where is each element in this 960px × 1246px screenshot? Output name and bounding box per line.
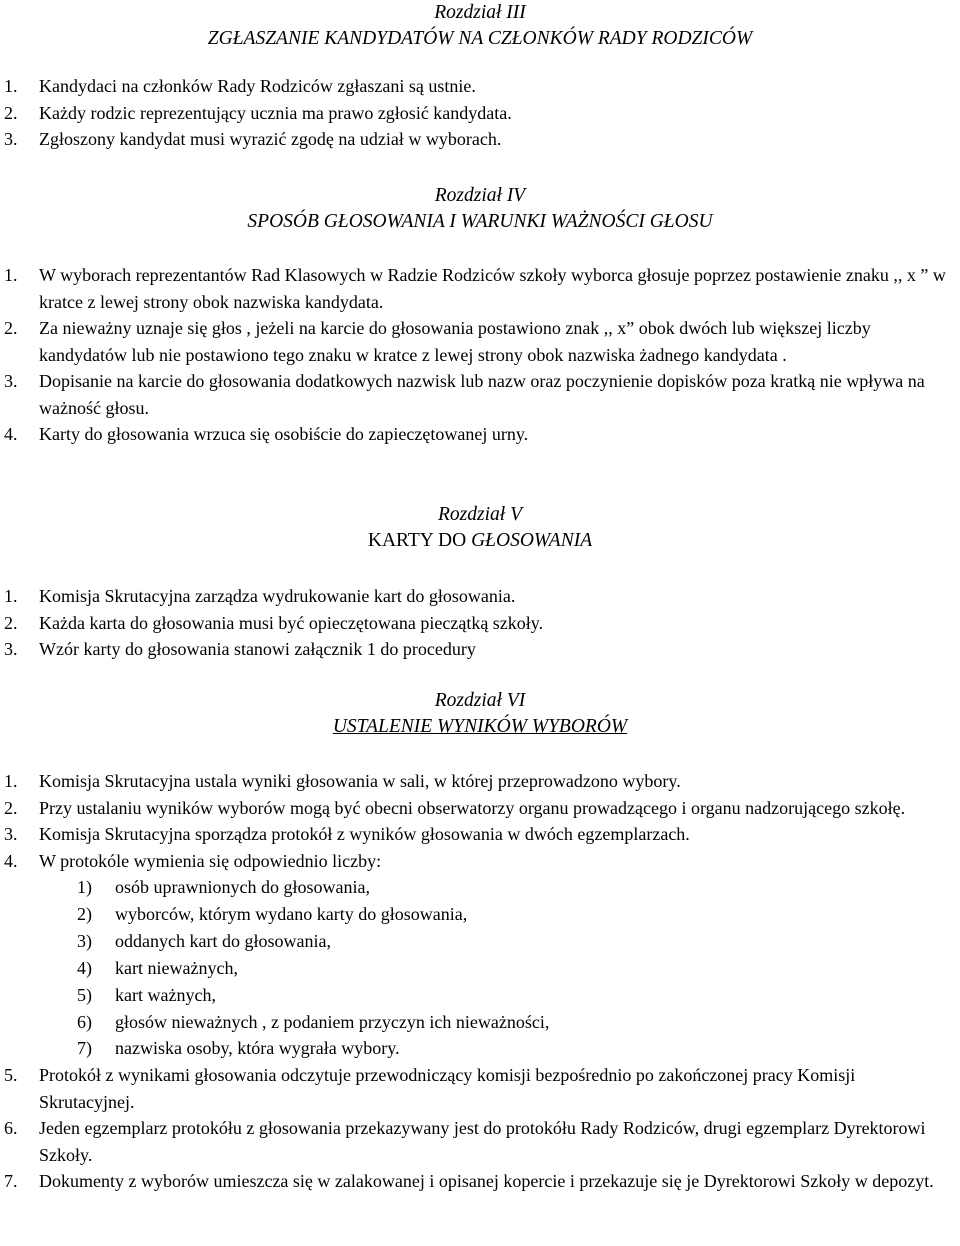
chapter-5-list bbox=[0, 583, 960, 663]
chapter-4-heading bbox=[0, 183, 960, 235]
list-item: 5. Protokół z wynikami głosowania odczytuje przewodniczący komisji bezpośrednio po zakończonej pracy Komisji Skrutacyjnej. bbox=[4, 1065, 856, 1112]
chapter-6 bbox=[0, 688, 960, 740]
counts-sublist bbox=[0, 874, 954, 1062]
chapter-label: Rozdział IV bbox=[434, 185, 526, 206]
sublist-item: 5) kart ważnych, bbox=[77, 984, 216, 1005]
chapter-4 bbox=[0, 183, 960, 235]
sublist-item: 1) osób uprawnionych do głosowania, bbox=[77, 877, 370, 897]
sublist-item: 4) kart nieważnych, bbox=[77, 957, 238, 978]
chapter-6-heading bbox=[0, 688, 960, 740]
chapter-title: USTALENIE WYNIKÓW WYBORÓW bbox=[332, 716, 628, 737]
chapter-title: ZGŁASZANIE KANDYDATÓW NA CZŁONKÓW RADY RODZICÓW bbox=[207, 28, 753, 49]
list-item: 4. W protokóle wymienia się odpowiednio liczby: bbox=[4, 850, 382, 871]
list-item: 2. Za nieważny uznaje się głos , jeżeli na karcie do głosowania postawiono znak ,, x” obok dwóch lub większej liczby kandydatów lub nie postawiono tego znaku w kratce z lewej strony obok nazwiska żadnego kandydata . bbox=[4, 318, 871, 365]
chapter-3 bbox=[0, 0, 960, 52]
chapter-label: Rozdział VI bbox=[434, 690, 526, 711]
chapter-4-list bbox=[0, 262, 960, 448]
list-item: 4. Karty do głosowania wrzuca się osobiście do zapieczętowanej urny. bbox=[4, 424, 529, 444]
chapter-label: Rozdział III bbox=[434, 2, 526, 23]
chapter-title: KARTY DO GŁOSOWANIA bbox=[367, 530, 593, 551]
chapter-3-heading bbox=[0, 0, 960, 52]
sublist-item: 7) nazwiska osoby, która wygrała wybory. bbox=[77, 1038, 400, 1059]
chapter-label: Rozdział V bbox=[438, 504, 522, 525]
list-item: 6. Jeden egzemplarz protokółu z głosowania przekazywany jest do protokółu Rady Rodziców, drugi egzemplarz Dyrektorowi Szkoły. bbox=[4, 1118, 926, 1165]
chapter-6-list bbox=[0, 768, 960, 1195]
chapter-5 bbox=[0, 502, 960, 554]
list-item: 2. Każdy rodzic reprezentujący ucznia ma prawo zgłosić kandydata. bbox=[4, 102, 512, 123]
chapter-5-heading bbox=[0, 502, 960, 554]
list-item: 7. Dokumenty z wyborów umieszcza się w zalakowanej i opisanej kopercie i przekazuje się je Dyrektorowi Szkoły w depozyt. bbox=[4, 1171, 934, 1192]
list-item: 3. Wzór karty do głosowania stanowi załącznik 1 do procedury bbox=[4, 639, 476, 659]
list-item: 3. Komisja Skrutacyjna sporządza protokół z wyników głosowania w dwóch egzemplarzach. bbox=[4, 824, 690, 844]
chapter-title: SPOSÓB GŁOSOWANIA I WARUNKI WAŻNOŚCI GŁOSU bbox=[247, 211, 713, 232]
list-item: 2. Każda karta do głosowania musi być opieczętowana pieczątką szkoły. bbox=[4, 612, 544, 633]
list-item: 2. Przy ustalaniu wyników wyborów mogą być obecni obserwatorzy organu prowadzącego i organu nadzorującego szkołę. bbox=[4, 797, 906, 818]
sublist-item: 2) wyborców, którym wydano karty do głosowania, bbox=[77, 903, 468, 924]
list-item: 3. Dopisanie na karcie do głosowania dodatkowych nazwisk lub nazw oraz poczynienie dopisków poza kratką nie wpływa na ważność głosu. bbox=[4, 371, 925, 418]
list-item: 1. W wyborach reprezentantów Rad Klasowych w Radzie Rodziców szkoły wyborca głosuje poprzez postawienie znaku ,, x ” w kratce z lewej strony obok nazwiska kandydata. bbox=[4, 265, 946, 312]
list-item: 3. Zgłoszony kandydat musi wyrazić zgodę na udział w wyborach. bbox=[4, 129, 502, 149]
list-item: 1. Komisja Skrutacyjna ustala wyniki głosowania w sali, w której przeprowadzono wybory. bbox=[4, 771, 681, 791]
chapter-3-list bbox=[0, 73, 960, 153]
sublist-item: 3) oddanych kart do głosowania, bbox=[77, 930, 331, 951]
list-item: 1. Kandydaci na członków Rady Rodziców zgłaszani są ustnie. bbox=[4, 76, 476, 96]
sublist-item: 6) głosów nieważnych , z podaniem przyczyn ich nieważności, bbox=[77, 1011, 550, 1032]
list-item: 1. Komisja Skrutacyjna zarządza wydrukowanie kart do głosowania. bbox=[4, 586, 516, 606]
